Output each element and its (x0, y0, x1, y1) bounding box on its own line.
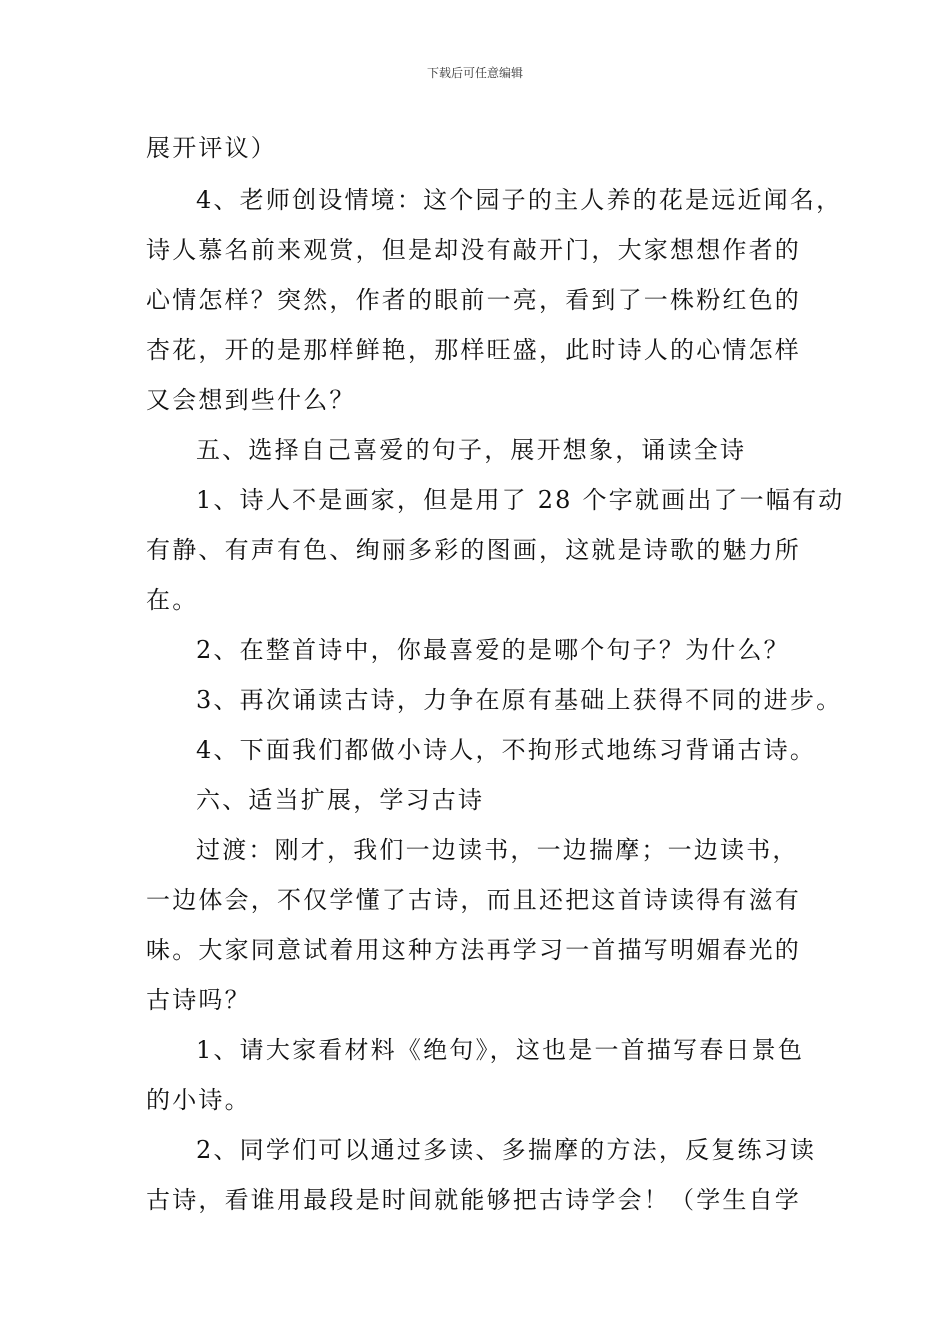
text-line: 有静、有声有色、绚丽多彩的图画，这就是诗歌的魅力所 (146, 536, 801, 564)
text-line: 杏花，开的是那样鲜艳，那样旺盛，此时诗人的心情怎样 (146, 336, 801, 364)
text-line: 2、在整首诗中，你最喜爱的是哪个句子？为什么？ (196, 636, 790, 664)
text-line: 五、选择自己喜爱的句子，展开想象，诵读全诗 (196, 436, 747, 464)
text-line: 诗人慕名前来观赏，但是却没有敲开门，大家想想作者的 (146, 236, 801, 264)
text-line: 六、适当扩展，学习古诗 (196, 786, 485, 814)
text-line: 在。 (146, 586, 199, 614)
text-line: 展开评议） (146, 134, 277, 162)
text-line: 心情怎样？突然，作者的眼前一亮，看到了一株粉红色的 (146, 286, 801, 314)
page-header: 下载后可任意编辑 (426, 66, 523, 80)
text-line: 2、同学们可以通过多读、多揣摩的方法，反复练习读 (196, 1136, 817, 1164)
text-line: 又会想到些什么？ (146, 386, 356, 414)
text-line: 过渡：刚才，我们一边读书，一边揣摩；一边读书， (196, 836, 799, 864)
text-line: 古诗吗？ (146, 986, 251, 1014)
text-line: 4、老师创设情境：这个园子的主人养的花是远近闻名， (196, 186, 843, 214)
text-line: 一边体会，不仅学懂了古诗，而且还把这首诗读得有滋有 (146, 886, 801, 914)
text-line: 1、请大家看材料《绝句》，这也是一首描写春日景色 (196, 1036, 805, 1064)
text-line: 味。大家同意试着用这种方法再学习一首描写明媚春光的 (146, 936, 801, 964)
text-line: 古诗，看谁用最段是时间就能够把古诗学会！（学生自学 (146, 1186, 801, 1214)
text-line: 4、下面我们都做小诗人，不拘形式地练习背诵古诗。 (196, 736, 817, 764)
text-line: 3、再次诵读古诗，力争在原有基础上获得不同的进步。 (196, 686, 843, 714)
text-line: 1、诗人不是画家，但是用了 28 个字就画出了一幅有动 (196, 486, 845, 514)
text-line: 的小诗。 (146, 1086, 251, 1114)
